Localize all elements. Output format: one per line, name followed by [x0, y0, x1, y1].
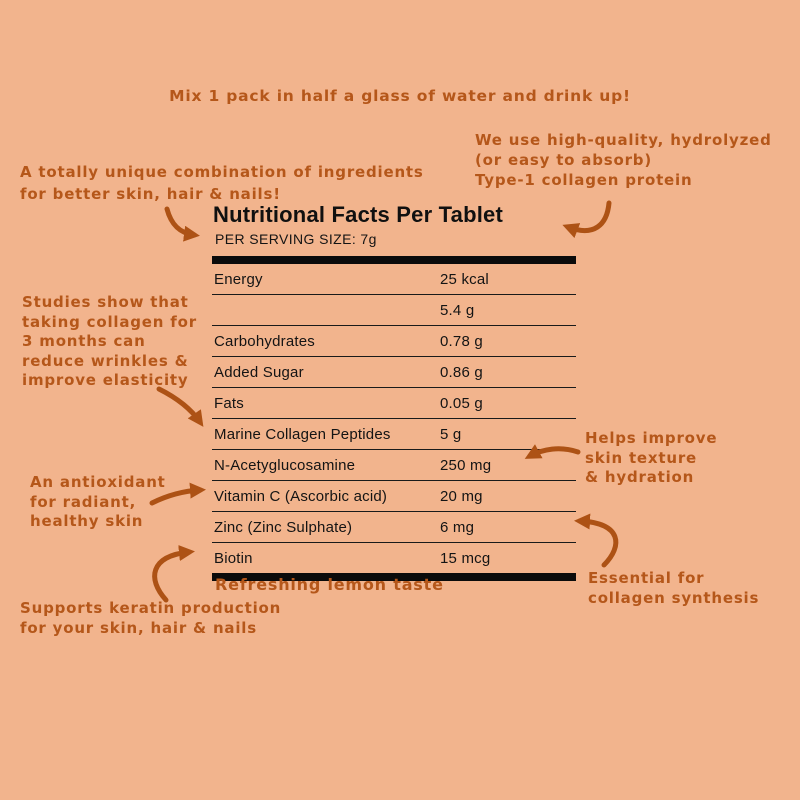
- unique-combo-line1: A totally unique combination of ingredients: [20, 163, 424, 181]
- curved-arrow-essential-to-zinc-icon: [580, 521, 616, 565]
- collagen-protein-line1: We use high-quality, hydrolyzed: [475, 131, 772, 149]
- keratin-note: [20, 598, 281, 638]
- studies-line4: reduce wrinkles &: [22, 351, 189, 370]
- helps-improve-line1: Helps improve: [585, 429, 718, 447]
- helps-improve-line2: skin texture: [585, 448, 697, 467]
- nutrient-value: 0.78 g: [440, 332, 483, 350]
- table-row: [212, 264, 576, 295]
- mix-instruction-note: [169, 87, 631, 107]
- table-row: [212, 450, 576, 481]
- helps-improve-line3: & hydration: [585, 468, 695, 486]
- page-title: Nutritional Facts Per Tablet: [213, 202, 504, 227]
- table-row: [212, 388, 576, 419]
- nutrient-value: 20 mg: [440, 487, 483, 505]
- nutrient-label: N-Acetyglucosamine: [214, 456, 356, 474]
- unique-combo-note: [20, 161, 424, 205]
- nutrient-value: 5.4 g: [440, 301, 475, 319]
- curved-arrow-to-title-icon: [568, 203, 609, 231]
- table-row: [212, 481, 576, 512]
- curved-arrow-studies-to-marine-collagen-icon: [159, 389, 200, 422]
- essential-note: [588, 569, 759, 608]
- table-row: [212, 419, 576, 450]
- collagen-protein-line3: Type-1 collagen protein: [475, 171, 693, 189]
- collagen-protein-note: [475, 130, 772, 190]
- antioxidant-line1: An antioxidant: [30, 473, 166, 491]
- nutrient-value: 6 mg: [440, 518, 475, 536]
- lemon-taste-note: Refreshing lemon taste: [215, 575, 444, 594]
- serving-size-label: PER SERVING SIZE: 7g: [215, 231, 377, 247]
- nutrient-value: 5 g: [440, 425, 462, 443]
- table-row: [212, 326, 576, 357]
- table-row: [212, 295, 576, 326]
- keratin-line1: Supports keratin production: [20, 599, 282, 617]
- nutrient-label: Fats: [214, 394, 244, 412]
- table-row: [212, 512, 576, 543]
- nutrient-label: Added Sugar: [214, 363, 304, 381]
- studies-line1: Studies show that: [22, 293, 189, 311]
- keratin-line2: for your skin, hair & nails: [20, 619, 257, 637]
- essential-line1: Essential for: [588, 569, 705, 587]
- studies-line3: 3 months can: [22, 332, 146, 350]
- curved-arrow-to-serving-size-icon: [167, 209, 194, 235]
- nutrition-facts-table: [212, 256, 576, 581]
- nutrient-label: Biotin: [214, 549, 253, 567]
- nutrient-value: 0.05 g: [440, 394, 483, 412]
- antioxidant-line3: healthy skin: [30, 512, 144, 530]
- nutrient-value: 15 mcg: [440, 549, 491, 567]
- nutrient-value: 25 kcal: [440, 270, 489, 288]
- studies-line2: taking collagen for: [22, 312, 197, 331]
- studies-note: [22, 293, 197, 391]
- helps-improve-note: [585, 429, 717, 488]
- table-row: [212, 543, 576, 573]
- collagen-protein-line2: (or easy to absorb): [475, 151, 652, 169]
- mix-instruction-text: Mix 1 pack in half a glass of water and drink up!: [169, 87, 631, 105]
- nutrient-label: Carbohydrates: [214, 332, 315, 350]
- nutrient-value: 0.86 g: [440, 363, 483, 381]
- table-row: [212, 357, 576, 388]
- unique-combo-line2: for better skin, hair & nails!: [20, 185, 281, 203]
- nutrient-label: Vitamin C (Ascorbic acid): [214, 487, 388, 505]
- nutrient-label: Marine Collagen Peptides: [214, 425, 391, 443]
- curved-arrow-keratin-to-biotin-icon: [155, 552, 189, 600]
- antioxidant-line2: for radiant,: [30, 492, 137, 511]
- nutrient-value: 250 mg: [440, 456, 492, 474]
- nutrient-label: Energy: [214, 270, 263, 288]
- antioxidant-note: [30, 473, 166, 532]
- essential-line2: collagen synthesis: [588, 588, 760, 607]
- nutrient-label: Zinc (Zinc Sulphate): [214, 518, 353, 536]
- studies-line5: improve elasticity: [22, 371, 189, 389]
